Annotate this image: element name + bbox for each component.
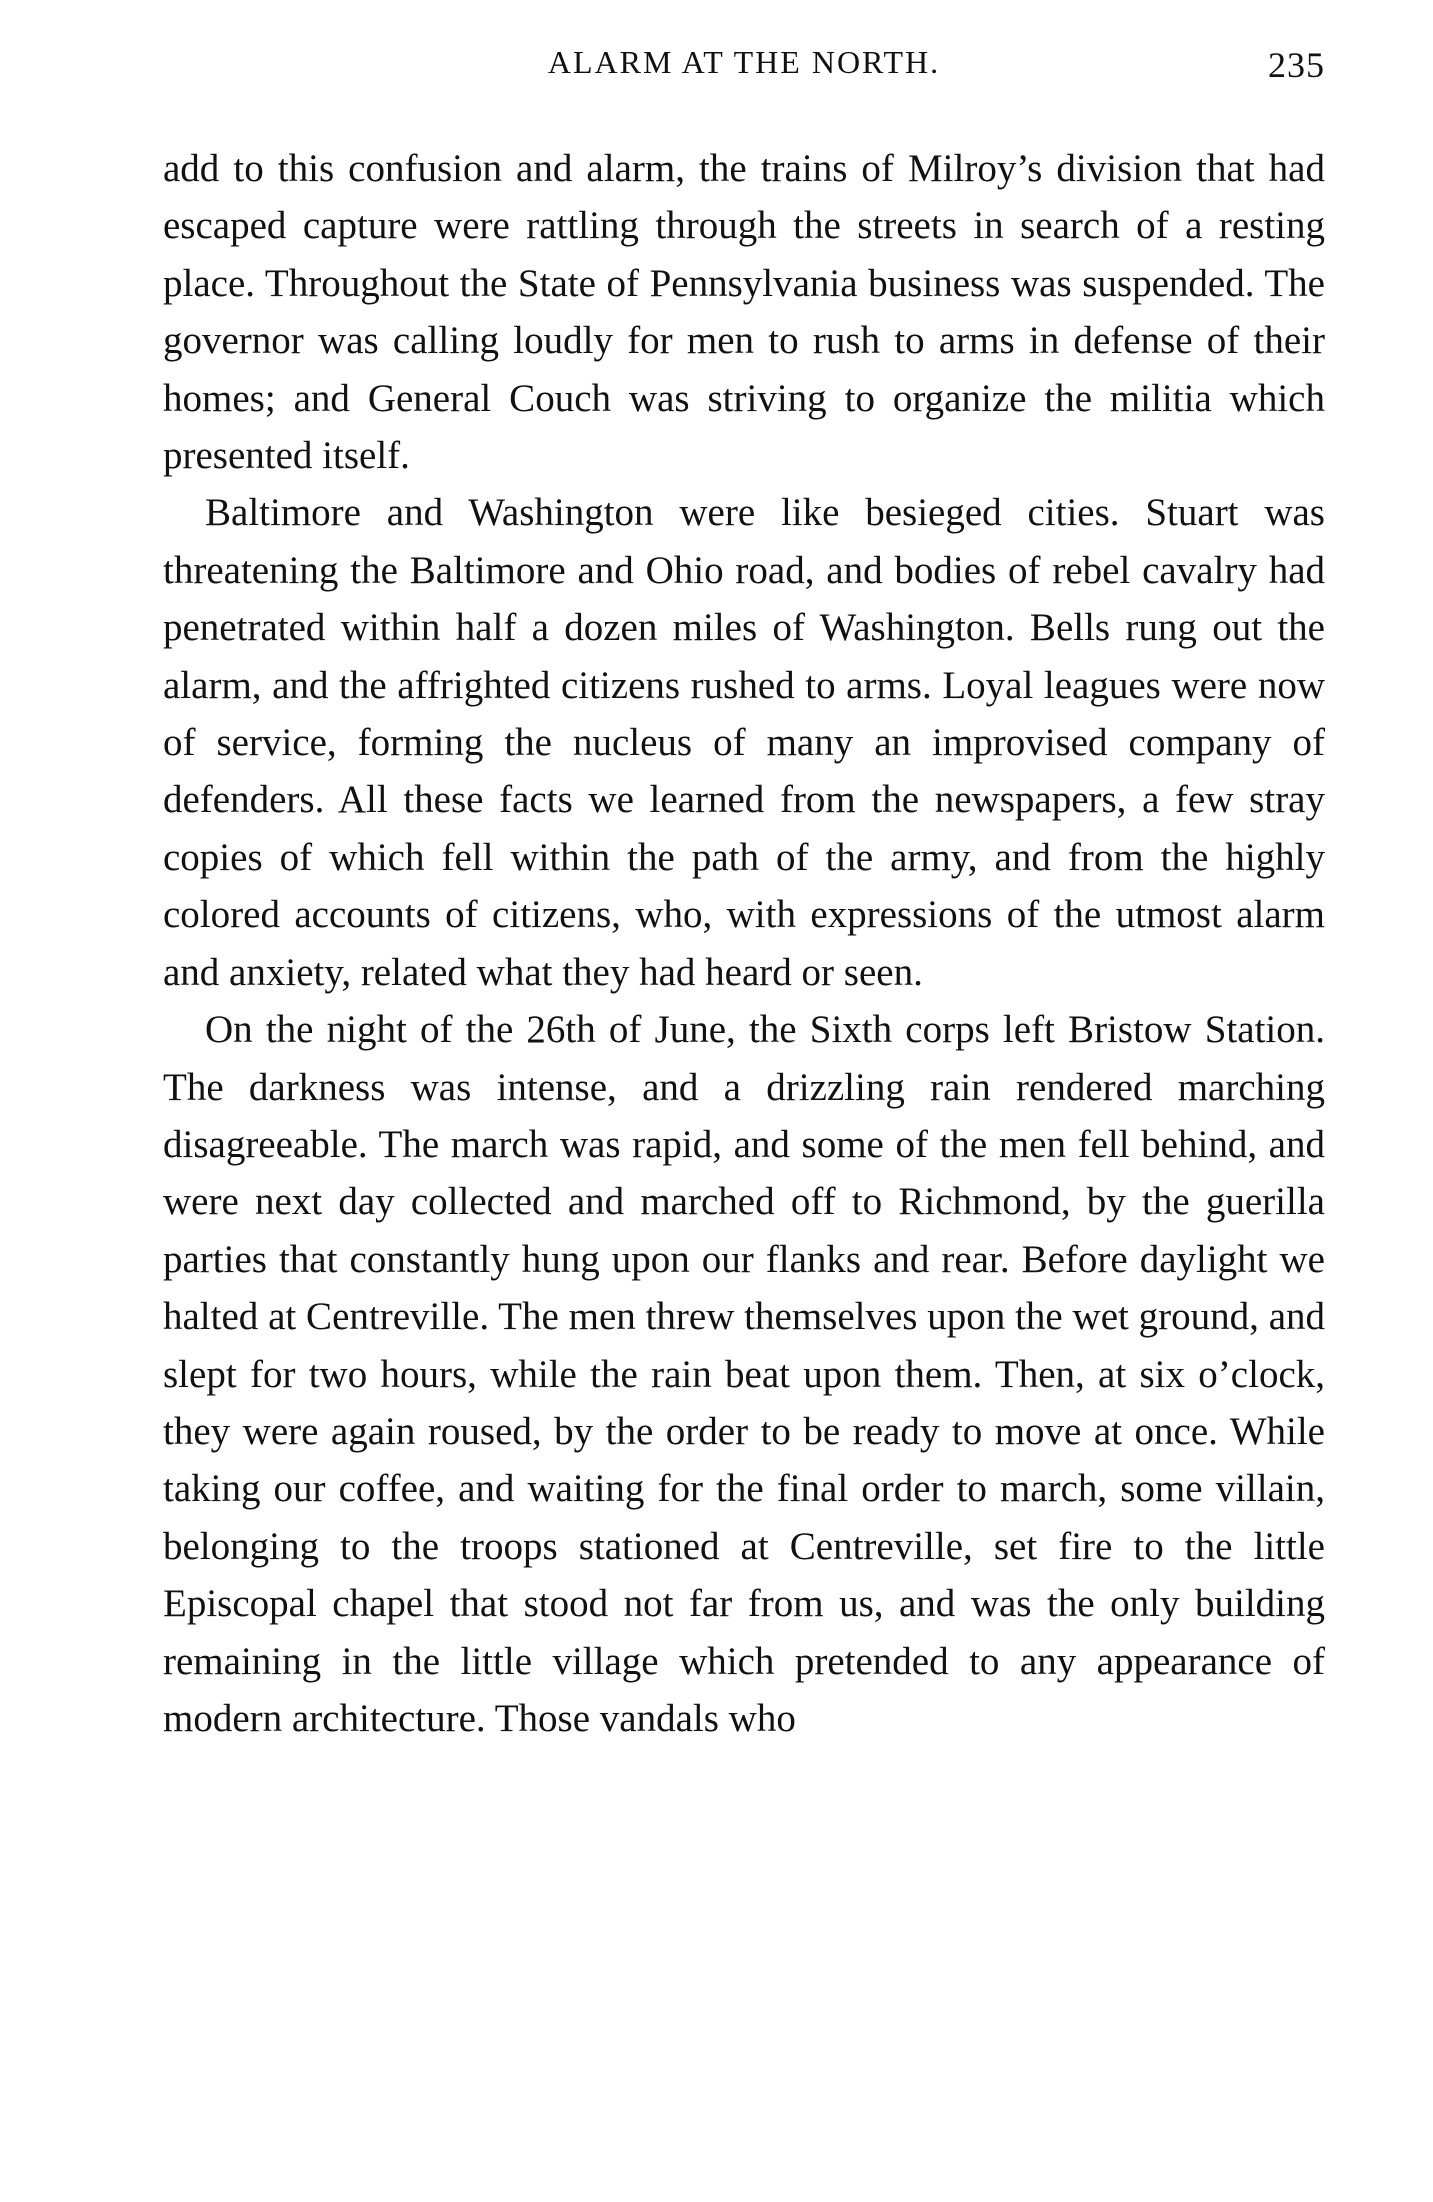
paragraph-continuation: add to this confusion and alarm, the trains of Milroy’s division that had escaped capture were rattling through the streets in search of a resting place. Throughout the State of Pennsylvania business was suspended. The governor was calling loudly for men to rush to arms in defense of their homes; and General Couch was striving to organize the militia which presented itself. (163, 147, 1325, 478)
paragraph-baltimore-washington: Baltimore and Washington were like besieged cities. Stuart was threatening the Baltimore and Ohio road, and bodies of rebel cavalry had penetrated within half a dozen miles of Washington. Bells rung out the alarm, and the affrighted citizens rushed to arms. Loyal leagues were now of service, forming the nucleus of many an improvised company of defenders. All these facts we learned from the newspapers, a few stray copies of which fell within the path of the army, and from the highly colored accounts of citizens, who, with expressions of the utmost alarm and anxiety, related what they had heard or seen. (163, 491, 1325, 994)
page-number: 235 (1268, 45, 1325, 85)
body-text (163, 140, 1325, 1747)
paragraph-sixth-corps-march: On the night of the 26th of June, the Sixth corps left Bristow Station. The darkness was intense, and a drizzling rain rendered marching disagreeable. The march was rapid, and some of the men fell behind, and were next day collected and marched off to Richmond, by the guerilla parties that constantly hung upon our flanks and rear. Before daylight we halted at Centreville. The men threw themselves upon the wet ground, and slept for two hours, while the rain beat upon them. Then, at six o’clock, they were again roused, by the order to be ready to move at once. While taking our coffee, and waiting for the final order to march, some villain, belonging to the troops stationed at Centreville, set fire to the little Episcopal chapel that stood not far from us, and was the only building remaining in the little village which pretended to any appearance of modern architecture. Those vandals who (163, 1008, 1325, 1740)
running-title: ALARM AT THE NORTH. (547, 44, 941, 80)
running-head (163, 44, 1325, 104)
